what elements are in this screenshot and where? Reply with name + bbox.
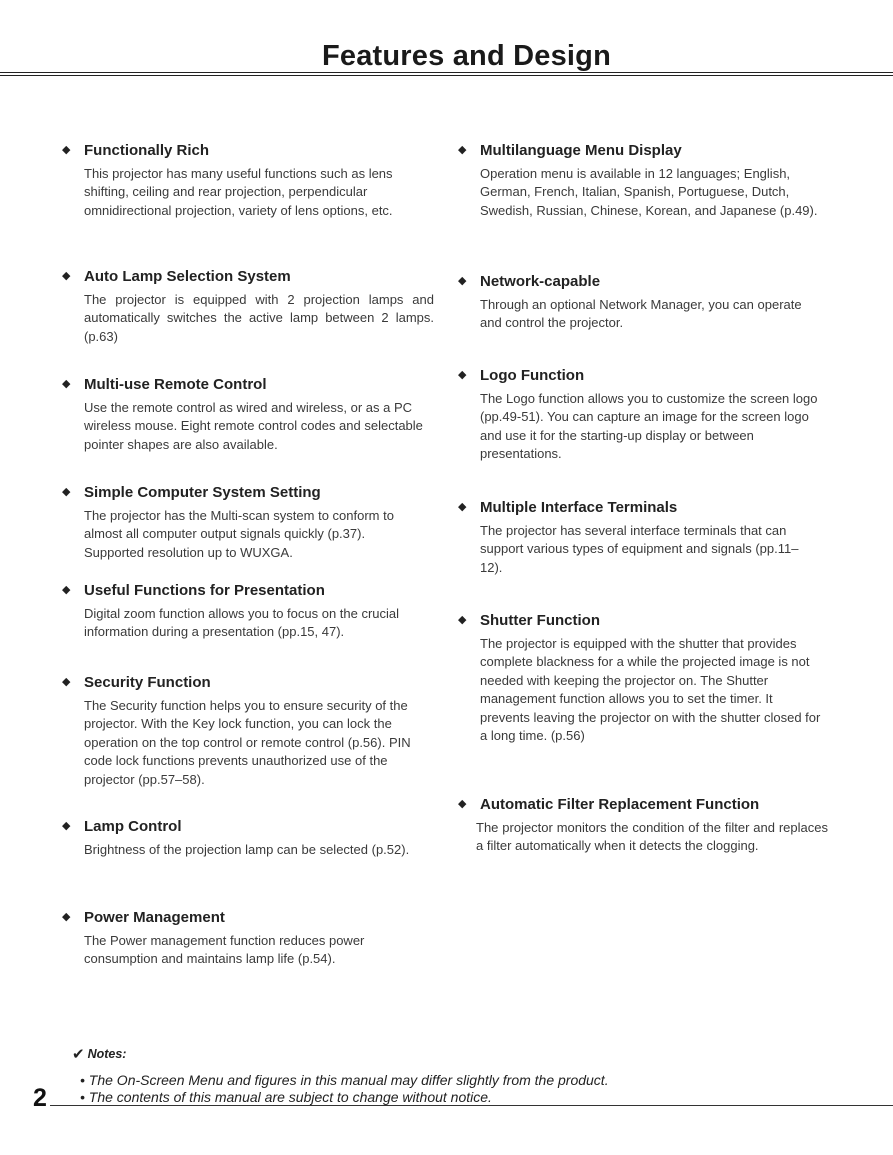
feature-interface-terminals (458, 497, 833, 577)
feature-title: Multi-use Remote Control (84, 375, 267, 393)
diamond-bullet-icon: ◆ (62, 820, 71, 832)
note-item: • The On-Screen Menu and figures in this manual may differ slightly from the product. (80, 1072, 609, 1088)
feature-description: The projector is equipped with 2 projection lamps and automatically switches the active lamp between 2 lamps.(p.63) (84, 292, 434, 344)
feature-title: Shutter Function (480, 611, 600, 629)
feature-title: Automatic Filter Replacement Function (480, 795, 760, 813)
feature-shutter-function (458, 610, 833, 745)
check-mark-icon: ✔ (72, 1046, 85, 1063)
feature-title: Useful Functions for Presentation (84, 581, 325, 599)
feature-network-capable (458, 271, 833, 333)
feature-lamp-control (62, 816, 434, 859)
diamond-bullet-icon: ◆ (62, 911, 71, 923)
diamond-bullet-icon: ◆ (62, 676, 71, 688)
feature-description: The Power management function reduces power consumption and maintains lamp life (p.54). (84, 933, 365, 967)
feature-title: Lamp Control (84, 817, 182, 835)
page-title: Features and Design (321, 40, 612, 72)
title-rule-lower (0, 75, 893, 76)
feature-description: Through an optional Network Manager, you can operate and control the projector. (480, 297, 802, 331)
feature-multi-use-remote (62, 374, 434, 454)
diamond-bullet-icon: ◆ (458, 275, 467, 287)
diamond-bullet-icon: ◆ (62, 270, 71, 282)
feature-title: Power Management (84, 908, 225, 926)
diamond-bullet-icon: ◆ (458, 144, 467, 156)
diamond-bullet-icon: ◆ (458, 798, 467, 810)
feature-description: The projector monitors the condition of the filter and replaces a filter automatically when it detects the clogging. (476, 820, 828, 854)
diamond-bullet-icon: ◆ (458, 614, 467, 626)
feature-power-management (62, 907, 434, 969)
feature-description: The projector has several interface terminals that can support various types of equipment and signals (pp.11–12). (480, 523, 799, 575)
diamond-bullet-icon: ◆ (62, 144, 71, 156)
feature-title: Logo Function (480, 366, 585, 384)
feature-title: Auto Lamp Selection System (84, 267, 291, 285)
footer-rule (50, 1105, 893, 1106)
diamond-bullet-icon: ◆ (62, 486, 71, 498)
feature-title: Security Function (84, 673, 211, 691)
feature-description: This projector has many useful functions such as lens shifting, ceiling and rear projection, perpendicular omnidirectional projection, variety of lens options, etc. (84, 166, 393, 218)
feature-logo-function (458, 365, 833, 464)
diamond-bullet-icon: ◆ (458, 501, 467, 513)
feature-title: Multilanguage Menu Display (480, 141, 682, 159)
title-rule (0, 72, 893, 73)
feature-description: Use the remote control as wired and wireless, or as a PC wireless mouse. Eight remote control codes and selectable pointer shapes are also available. (84, 400, 423, 452)
feature-functionally-rich (62, 140, 434, 220)
feature-multilanguage-menu (458, 140, 833, 220)
feature-title: Multiple Interface Terminals (480, 498, 678, 516)
feature-description: Operation menu is available in 12 languages; English, German, French, Italian, Spanish, Portuguese, Dutch, Swedish, Russian, Chinese, Korean, and Japanese (p.49). (480, 166, 818, 218)
notes-label: Notes: (87, 1047, 127, 1061)
diamond-bullet-icon: ◆ (458, 369, 467, 381)
feature-description: The Logo function allows you to customize the screen logo (pp.49-51). You can capture an image for the screen logo and use it for the starting-up display or between presentations. (480, 391, 818, 462)
notes-section (72, 1045, 852, 1106)
feature-description: The projector is equipped with the shutter that provides complete blackness for a while the projected image is not needed with keeping the projector on. The Shutter management function allows you to set the timer. It prevents leaving the projector on with the shutter closed for a long time. (p.56) (480, 636, 821, 744)
feature-simple-computer-setting (62, 482, 434, 562)
notes-list (72, 1072, 852, 1106)
feature-description: The Security function helps you to ensure security of the projector. With the Key lock function, you can lock the operation on the top control or remote control (p.56). PIN code lock functions prevents unauthorized use of the projector (pp.57–58). (84, 698, 411, 787)
feature-description: Digital zoom function allows you to focus on the crucial information during a presentation (pp.15, 47). (84, 606, 400, 640)
diamond-bullet-icon: ◆ (62, 584, 71, 596)
feature-title: Simple Computer System Setting (84, 483, 321, 501)
feature-title: Network-capable (480, 272, 601, 290)
page-number: 2 (33, 1084, 47, 1112)
feature-security (62, 672, 434, 789)
feature-description: Brightness of the projection lamp can be selected (p.52). (84, 842, 410, 857)
feature-automatic-filter (458, 794, 833, 856)
feature-presentation-functions (62, 580, 434, 642)
feature-auto-lamp-selection (62, 266, 434, 346)
note-item: • The contents of this manual are subject to change without notice. (80, 1089, 492, 1105)
feature-title: Functionally Rich (84, 141, 210, 159)
feature-description: The projector has the Multi-scan system to conform to almost all computer output signals quickly (p.37). Supported resolution up to WUXGA. (84, 508, 394, 560)
diamond-bullet-icon: ◆ (62, 378, 71, 390)
